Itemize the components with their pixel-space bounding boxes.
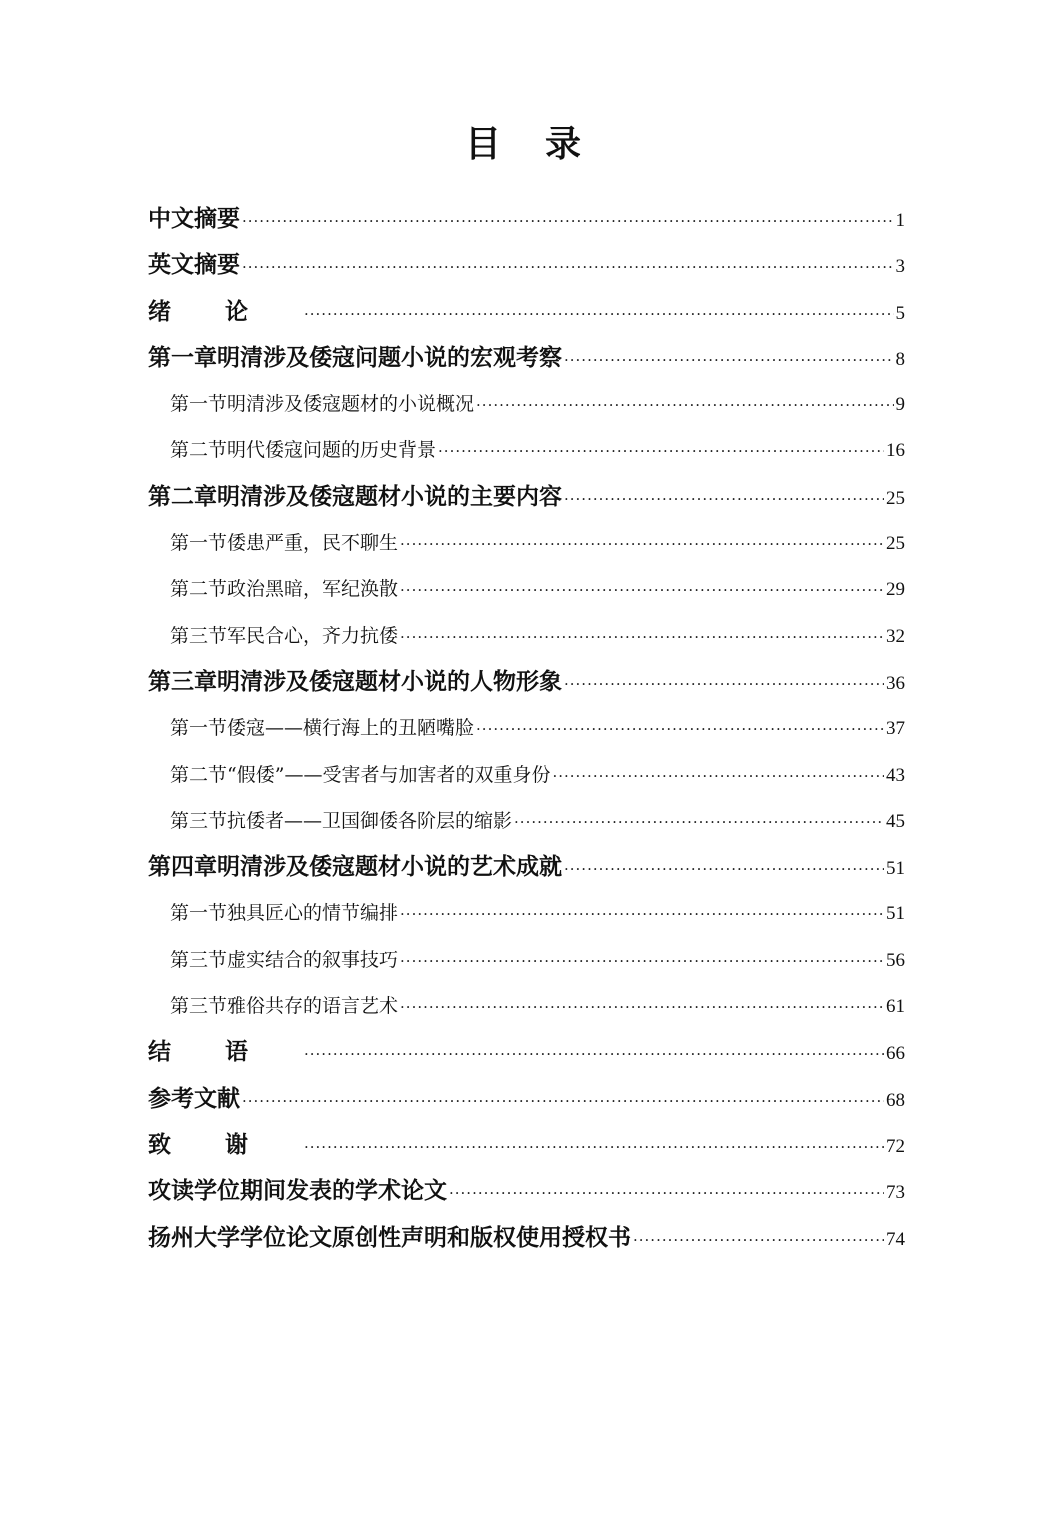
section-label: 第一节 <box>170 717 228 740</box>
dot-leader <box>564 661 884 707</box>
toc-entry-title: 明清涉及倭寇题材小说的艺术成就 <box>217 854 562 881</box>
toc-entry-title: 抗倭者——卫国御倭各阶层的缩影 <box>227 809 513 832</box>
toc-entry-page: 73 <box>886 1182 905 1204</box>
toc-entry-title: 英文摘要 <box>148 252 240 279</box>
dot-leader <box>400 567 884 613</box>
toc-entry-title: 倭患严重，民不聊生 <box>227 532 399 555</box>
toc-entry-originality-statement[interactable] <box>148 1215 905 1261</box>
toc-entry-title: 政治黑暗，军纪涣散 <box>227 578 399 601</box>
toc-entry-chapter-1[interactable] <box>148 335 905 381</box>
page-title: 目录 <box>464 124 625 165</box>
toc-entry-title: 军民合心，齐力抗倭 <box>227 624 399 647</box>
toc-entry-title: 攻读学位期间发表的学术论文 <box>148 1178 447 1205</box>
toc-entry-title: 参考文献 <box>148 1085 240 1112</box>
toc-entry-title: 明代倭寇问题的历史背景 <box>227 439 437 462</box>
dot-leader <box>564 476 884 522</box>
toc-entry-page: 51 <box>886 903 905 925</box>
toc-entry-references[interactable] <box>148 1076 905 1122</box>
dot-leader <box>400 938 884 984</box>
chapter-label: 第一章 <box>148 344 217 371</box>
dot-leader <box>304 291 894 337</box>
dot-leader <box>438 428 884 474</box>
section-label: 第二节 <box>170 763 228 786</box>
section-label: 第二节 <box>170 439 228 462</box>
toc-entry-page: 32 <box>886 625 905 647</box>
section-label: 第二节 <box>170 578 228 601</box>
dot-leader <box>242 198 894 244</box>
toc-entry-section[interactable] <box>148 798 905 844</box>
dot-leader <box>476 706 884 752</box>
toc-entry-title: 独具匠心的情节编排 <box>227 902 399 925</box>
dot-leader <box>514 799 884 845</box>
dot-leader <box>242 244 894 290</box>
toc-entry-title: “假倭”——受害者与加害者的双重身份 <box>227 763 551 786</box>
dot-leader <box>552 753 884 799</box>
toc-entry-section[interactable] <box>148 613 905 659</box>
table-of-contents <box>148 196 905 1261</box>
toc-entry-page: 25 <box>886 533 905 555</box>
chapter-label: 第三章 <box>148 668 217 695</box>
section-label: 第一节 <box>170 902 228 925</box>
toc-entry-section[interactable] <box>148 983 905 1029</box>
toc-entry-page: 3 <box>895 256 905 278</box>
toc-entry-title: 明清涉及倭寇问题小说的宏观考察 <box>217 344 562 371</box>
toc-entry-page: 51 <box>886 858 905 880</box>
toc-entry-chapter-2[interactable] <box>148 474 905 520</box>
toc-entry-title: 虚实结合的叙事技巧 <box>227 948 399 971</box>
toc-entry-english-abstract[interactable] <box>148 242 905 288</box>
toc-entry-conclusion[interactable] <box>148 1029 905 1075</box>
toc-entry-page: 45 <box>886 810 905 832</box>
section-label: 第一节 <box>170 393 228 416</box>
toc-entry-title: 中文摘要 <box>148 206 240 232</box>
toc-entry-section[interactable] <box>148 890 905 936</box>
section-label: 第三节 <box>170 624 228 647</box>
toc-entry-title: 结语 <box>148 1039 302 1066</box>
toc-entry-page: 37 <box>886 718 905 740</box>
dot-leader <box>564 846 884 892</box>
toc-entry-page: 66 <box>886 1043 905 1065</box>
dot-leader <box>400 891 884 937</box>
toc-entry-page: 5 <box>895 302 905 324</box>
dot-leader <box>400 614 884 660</box>
section-label: 第一节 <box>170 532 228 555</box>
toc-entry-page: 72 <box>886 1135 905 1157</box>
toc-entry-chapter-4[interactable] <box>148 844 905 890</box>
toc-entry-title: 倭寇——横行海上的丑陋嘴脸 <box>227 717 475 740</box>
toc-entry-title: 雅俗共存的语言艺术 <box>227 995 399 1018</box>
toc-entry-title: 明清涉及倭寇题材的小说概况 <box>227 393 475 416</box>
toc-entry-page: 36 <box>886 672 905 694</box>
chapter-label: 第二章 <box>148 483 217 510</box>
toc-entry-page: 61 <box>886 996 905 1018</box>
chapter-label: 第四章 <box>148 854 217 881</box>
dot-leader <box>633 1217 884 1263</box>
toc-entry-page: 74 <box>886 1228 905 1250</box>
toc-entry-page: 68 <box>886 1089 905 1111</box>
toc-entry-section[interactable] <box>148 427 905 473</box>
dot-leader <box>449 1170 884 1216</box>
toc-entry-section[interactable] <box>148 752 905 798</box>
toc-entry-page: 25 <box>886 487 905 509</box>
section-label: 第三节 <box>170 809 228 832</box>
dot-leader <box>304 1124 884 1170</box>
toc-entry-section[interactable] <box>148 566 905 612</box>
toc-entry-page: 8 <box>895 348 905 370</box>
toc-entry-title: 明清涉及倭寇题材小说的主要内容 <box>217 483 562 510</box>
toc-entry-page: 9 <box>895 394 905 416</box>
toc-entry-page: 16 <box>886 440 905 462</box>
toc-entry-page: 43 <box>886 764 905 786</box>
toc-entry-title: 明清涉及倭寇题材小说的人物形象 <box>217 668 562 695</box>
toc-entry-title: 扬州大学学位论文原创性声明和版权使用授权书 <box>148 1224 631 1251</box>
section-label: 第三节 <box>170 995 228 1018</box>
toc-entry-chinese-abstract[interactable] <box>148 196 905 242</box>
dot-leader <box>400 521 884 567</box>
toc-entry-page: 56 <box>886 949 905 971</box>
toc-entry-section[interactable] <box>148 705 905 751</box>
toc-entry-section[interactable] <box>148 520 905 566</box>
toc-entry-section[interactable] <box>148 937 905 983</box>
toc-entry-publications[interactable] <box>148 1168 905 1214</box>
dot-leader <box>304 1031 884 1077</box>
toc-entry-page: 1 <box>895 210 905 231</box>
section-label: 第三节 <box>170 948 228 971</box>
toc-entry-page: 29 <box>886 579 905 601</box>
toc-entry-chapter-3[interactable] <box>148 659 905 705</box>
dot-leader <box>242 1078 884 1124</box>
dot-leader <box>476 382 893 428</box>
dot-leader <box>564 337 894 383</box>
toc-entry-introduction[interactable] <box>148 289 905 335</box>
dot-leader <box>400 984 884 1030</box>
toc-entry-title: 绪论 <box>148 298 302 325</box>
toc-entry-section[interactable] <box>148 381 905 427</box>
toc-entry-title: 致谢 <box>148 1131 302 1158</box>
toc-entry-acknowledgements[interactable] <box>148 1122 905 1168</box>
